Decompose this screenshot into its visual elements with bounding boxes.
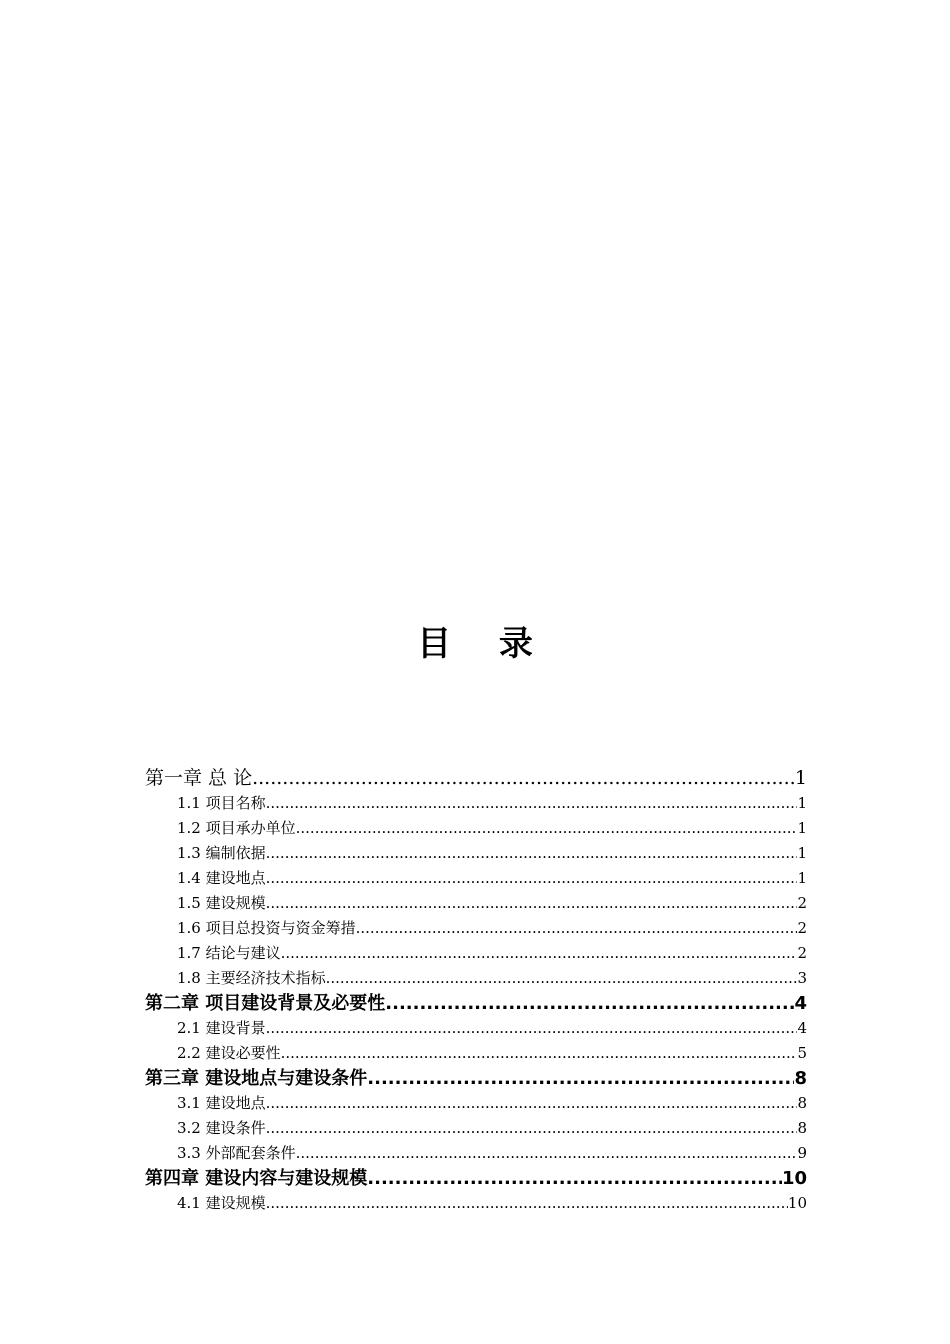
- toc-entry-title: 1.1 项目名称: [177, 794, 266, 812]
- toc-entry-title: 1.2 项目承办单位: [177, 819, 296, 837]
- toc-section-entry[interactable]: [145, 1091, 807, 1116]
- toc-entry-title: 1.8 主要经济技术指标: [177, 969, 326, 987]
- toc-entry-title: 3.2 建设条件: [177, 1119, 266, 1137]
- toc-page-number: 3: [797, 969, 807, 987]
- toc-dot-leader: [356, 916, 798, 941]
- toc-section-entry[interactable]: [145, 891, 807, 916]
- toc-section-entry[interactable]: [145, 791, 807, 816]
- toc-chapter-entry[interactable]: [145, 1166, 807, 1191]
- toc-entry-title: 1.3 编制依据: [177, 844, 266, 862]
- toc-entry-title: 第一章 总 论: [145, 767, 253, 789]
- toc-entry-title: 1.6 项目总投资与资金筹措: [177, 919, 356, 937]
- toc-entry-title: 1.5 建设规模: [177, 894, 266, 912]
- toc-entry-title: 2.1 建设背景: [177, 1019, 266, 1037]
- toc-page-number: 8: [797, 1094, 807, 1112]
- toc-dot-leader: [385, 991, 794, 1016]
- toc-dot-leader: [266, 791, 798, 816]
- toc-dot-leader: [296, 816, 798, 841]
- toc-dot-leader: [266, 891, 798, 916]
- toc-section-entry[interactable]: [145, 1041, 807, 1066]
- toc-chapter-entry[interactable]: [145, 766, 807, 791]
- toc-section-entry[interactable]: [145, 841, 807, 866]
- toc-page-number: 1: [797, 794, 807, 812]
- toc-section-entry[interactable]: [145, 1016, 807, 1041]
- toc-dot-leader: [367, 1066, 794, 1091]
- toc-page-number: 1: [794, 767, 807, 789]
- toc-page-number: 4: [797, 1019, 807, 1037]
- toc-page-number: 2: [797, 919, 807, 937]
- toc-dot-leader: [281, 1041, 798, 1066]
- toc-dot-leader: [266, 1116, 798, 1141]
- toc-dot-leader: [296, 1141, 798, 1166]
- toc-page-number: 1: [797, 869, 807, 887]
- toc-dot-leader: [281, 941, 798, 966]
- toc-section-entry[interactable]: [145, 1141, 807, 1166]
- toc-page-number: 5: [797, 1044, 807, 1062]
- toc-page-number: 2: [797, 894, 807, 912]
- toc-page-number: 1: [797, 819, 807, 837]
- toc-dot-leader: [266, 866, 798, 891]
- toc-page-number: 10: [787, 1194, 807, 1212]
- toc-entry-title: 第二章 项目建设背景及必要性: [145, 993, 386, 1014]
- toc-dot-leader: [266, 841, 798, 866]
- toc-page-number: 8: [794, 1068, 807, 1089]
- toc-section-entry[interactable]: [145, 866, 807, 891]
- toc-entry-title: 2.2 建设必要性: [177, 1044, 281, 1062]
- toc-dot-leader: [266, 1091, 798, 1116]
- toc-page-number: 10: [781, 1168, 807, 1189]
- toc-entry-title: 3.1 建设地点: [177, 1094, 266, 1112]
- toc-section-entry[interactable]: [145, 1116, 807, 1141]
- toc-page-number: 2: [797, 944, 807, 962]
- toc-entry-title: 第三章 建设地点与建设条件: [145, 1068, 368, 1089]
- toc-page-number: 9: [797, 1144, 807, 1162]
- toc-dot-leader: [367, 1166, 782, 1191]
- toc-page-number: 1: [797, 844, 807, 862]
- toc-section-entry[interactable]: [145, 916, 807, 941]
- toc-dot-leader: [326, 966, 798, 991]
- toc-section-entry[interactable]: [145, 1191, 807, 1216]
- toc-entry-title: 1.4 建设地点: [177, 869, 266, 887]
- toc-entry-title: 3.3 外部配套条件: [177, 1144, 296, 1162]
- toc-dot-leader: [266, 1191, 788, 1216]
- toc-section-entry[interactable]: [145, 966, 807, 991]
- toc-section-entry[interactable]: [145, 816, 807, 841]
- toc-entry-title: 1.7 结论与建议: [177, 944, 281, 962]
- toc-entry-title: 4.1 建设规模: [177, 1194, 266, 1212]
- toc-title: 目 录: [417, 624, 551, 664]
- table-of-contents: [145, 766, 807, 1216]
- toc-entry-title: 第四章 建设内容与建设规模: [145, 1168, 368, 1189]
- toc-dot-leader: [252, 766, 795, 791]
- toc-dot-leader: [266, 1016, 798, 1041]
- toc-chapter-entry[interactable]: [145, 991, 807, 1016]
- toc-section-entry[interactable]: [145, 941, 807, 966]
- toc-page-number: 4: [794, 993, 807, 1014]
- toc-chapter-entry[interactable]: [145, 1066, 807, 1091]
- toc-page-number: 8: [797, 1119, 807, 1137]
